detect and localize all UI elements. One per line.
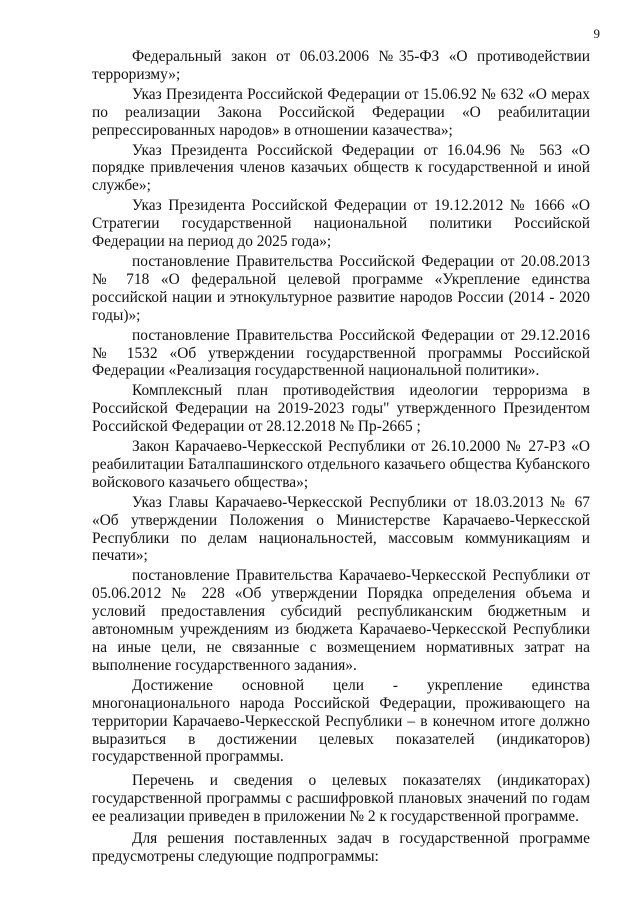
paragraph-target-indicators: Перечень и сведения о целевых показателях (индикаторах) государственной программы с расшифровкой плановых значений по годам ее реализации приведен в приложении № 2 к государственной программе. [92, 772, 590, 826]
paragraph-resolution-1532: постановление Правительства Российской Федерации от 29.12.2016 № 1532 «Об утверждении государственной программы Российской Федерации «Реализация государственной национальной политики». [92, 326, 590, 380]
paragraph-decree-1666: Указ Президента Российской Федерации от 19.12.2012 № 1666 «О Стратегии государственной национальной политики Российской Федерации на период до 2025 года»; [92, 197, 590, 251]
paragraph-kchr-law-27: Закон Карачаево-Черкесской Республики от 26.10.2000 № 27-РЗ «О реабилитации Баталпашинского отдельного казачьего общества Кубанского войскового казачьего общества»; [92, 438, 590, 491]
paragraph-federal-law: Федеральный закон от 06.03.2006 №35-ФЗ «О противодействии терроризму»; [92, 48, 590, 83]
paragraph-decree-632: Указ Президента Российской Федерации от 15.06.92 № 632 «О мерах по реализации Закона Российской Федерации «О реабилитации репрессированных народов» в отношении казачества»; [92, 85, 590, 139]
page-number: 9 [593, 26, 600, 41]
paragraph-complex-plan: Комплексный план противодействия идеологии терроризма в Российской Федерации на 2019-2023 годы" утвержденного Президентом Российской Федерации от 28.12.2018 № Пр-2665 ; [92, 382, 590, 436]
paragraph-resolution-718: постановление Правительства Российской Федерации от 20.08.2013 № 718 «О федеральной целевой программе «Укрепление единства российской нации и этнокультурное развитие народов России (2014 - 2020 годы)»; [92, 252, 590, 324]
paragraph-decree-563: Указ Президента Российской Федерации от 16.04.96 № 563 «О порядке привлечения членов казачьих обществ к государственной и иной службе»; [92, 141, 590, 195]
paragraph-goal-achievement: Достижение основной цели - укрепление единства многонационального народа Российской Федерации, проживающего на территории Карачаево-Черкесской Республики – в конечном итоге должно выразиться в достижении целевых показателей (индикаторов) государственной программы. [92, 676, 590, 766]
paragraph-kchr-resolution-228: постановление Правительства Карачаево-Черкесской Республики от 05.06.2012 № 228 «Об утверждении Порядка определения объема и условий предоставления субсидий республиканским бюджетным и автономным учреждениям из бюджета Карачаево-Черкесской Республики на иные цели, не связанные с возмещением нормативных затрат на выполнение государственного задания». [92, 567, 590, 674]
paragraph-subprograms-intro: Для решения поставленных задач в государственной программе предусмотрены следующие подпрограммы: [92, 830, 590, 865]
paragraph-head-decree-67: Указ Главы Карачаево-Черкесской Республики от 18.03.2013 № 67 «Об утверждении Положения о Министерстве Карачаево-Черкесской Республики по делам национальностей, массовым коммуникациям и печати»; [92, 493, 590, 565]
document-body [92, 48, 590, 868]
